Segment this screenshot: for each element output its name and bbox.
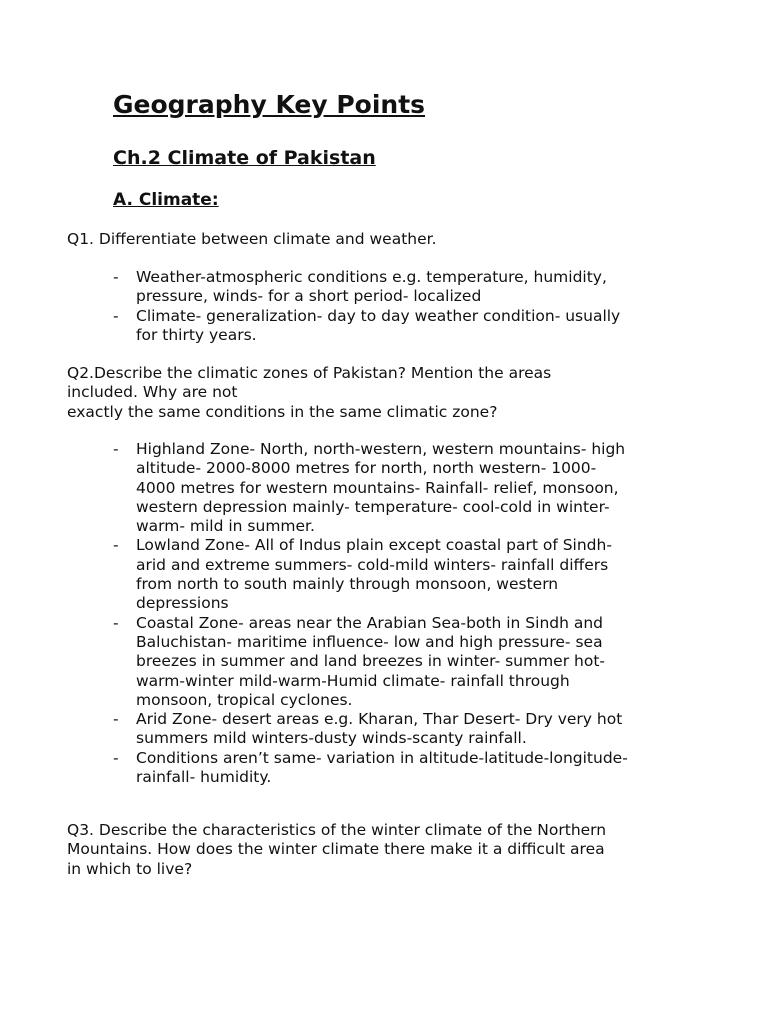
q2-point-line: warm- mild in summer. bbox=[136, 517, 315, 536]
question-1 bbox=[67, 230, 667, 249]
question-2-line: included. Why are not bbox=[67, 383, 238, 402]
q2-point-line: warm-winter mild-warm-Humid climate- rainfall through bbox=[136, 671, 570, 690]
bullet-dash: - bbox=[113, 748, 119, 767]
question-1-text: Q1. Differentiate between climate and weather. bbox=[67, 230, 437, 248]
bullet-dash: - bbox=[113, 268, 119, 286]
q2-point-coastal bbox=[113, 614, 673, 710]
q2-point-lowland bbox=[113, 536, 673, 613]
document-title: Geography Key Points bbox=[113, 90, 426, 119]
question-3-line: Q3. Describe the characteristics of the winter climate of the Northern bbox=[67, 821, 607, 839]
q2-point-highland bbox=[113, 440, 673, 536]
q1-point-1-line: pressure, winds- for a short period- localized bbox=[136, 287, 482, 306]
bullet-dash: - bbox=[113, 440, 119, 458]
q2-point-arid bbox=[113, 710, 673, 749]
q2-point-line: from north to south mainly through monsoon, western bbox=[136, 575, 559, 594]
chapter-heading: Ch.2 Climate of Pakistan bbox=[113, 147, 376, 169]
q2-point-line: western depression mainly- temperature- cool-cold in winter- bbox=[136, 497, 610, 516]
q2-point-line: Baluchistan- maritime influence- low and high pressure- sea bbox=[136, 632, 603, 651]
question-3-line: in which to live? bbox=[67, 859, 193, 878]
q2-point-line: Coastal Zone- areas near the Arabian Sea-both in Sindh and bbox=[136, 613, 604, 632]
q1-point-2-line: for thirty years. bbox=[136, 325, 257, 344]
q2-point-line: Highland Zone- North, north-western, western mountains- high bbox=[136, 440, 626, 458]
question-2-line: exactly the same conditions in the same climatic zone? bbox=[67, 402, 498, 421]
q2-point-line: arid and extreme summers- cold-mild winters- rainfall differs bbox=[136, 555, 609, 574]
bullet-dash: - bbox=[113, 613, 119, 632]
question-2 bbox=[67, 364, 667, 422]
q2-point-line: Conditions aren’t same- variation in altitude-latitude-longitude- bbox=[136, 748, 628, 767]
q2-answer-list bbox=[113, 440, 673, 787]
question-3-line: Mountains. How does the winter climate there make it a difficult area bbox=[67, 840, 605, 859]
q2-point-line: rainfall- humidity. bbox=[136, 768, 272, 787]
bullet-dash: - bbox=[113, 306, 119, 325]
section-heading: A. Climate: bbox=[113, 190, 219, 210]
question-3 bbox=[67, 821, 667, 879]
bullet-dash: - bbox=[113, 710, 119, 729]
q2-point-line: Lowland Zone- All of Indus plain except coastal part of Sindh- bbox=[136, 536, 612, 555]
q2-point-line: monsoon, tropical cyclones. bbox=[136, 690, 353, 709]
q1-point-2-line: Climate- generalization- day to day weather condition- usually bbox=[136, 306, 621, 325]
q2-point-line: altitude- 2000-8000 metres for north, north western- 1000- bbox=[136, 459, 597, 478]
q2-point-line: breezes in summer and land breezes in winter- summer hot- bbox=[136, 652, 605, 671]
q1-point-1-line: Weather-atmospheric conditions e.g. temperature, humidity, bbox=[136, 268, 607, 286]
q2-point-line: depressions bbox=[136, 594, 229, 613]
q2-point-line: Arid Zone- desert areas e.g. Kharan, Thar Desert- Dry very hot bbox=[136, 710, 623, 729]
question-2-line: Q2.Describe the climatic zones of Pakistan? Mention the areas bbox=[67, 364, 552, 382]
q1-answer-list bbox=[113, 268, 673, 345]
q2-point-line: summers mild winters-dusty winds-scanty rainfall. bbox=[136, 729, 527, 748]
q2-point-line: 4000 metres for western mountains- Rainfall- relief, monsoon, bbox=[136, 478, 619, 497]
q1-point bbox=[113, 307, 673, 346]
bullet-dash: - bbox=[113, 536, 119, 555]
q2-point-conditions bbox=[113, 749, 673, 788]
q1-point bbox=[113, 268, 673, 307]
